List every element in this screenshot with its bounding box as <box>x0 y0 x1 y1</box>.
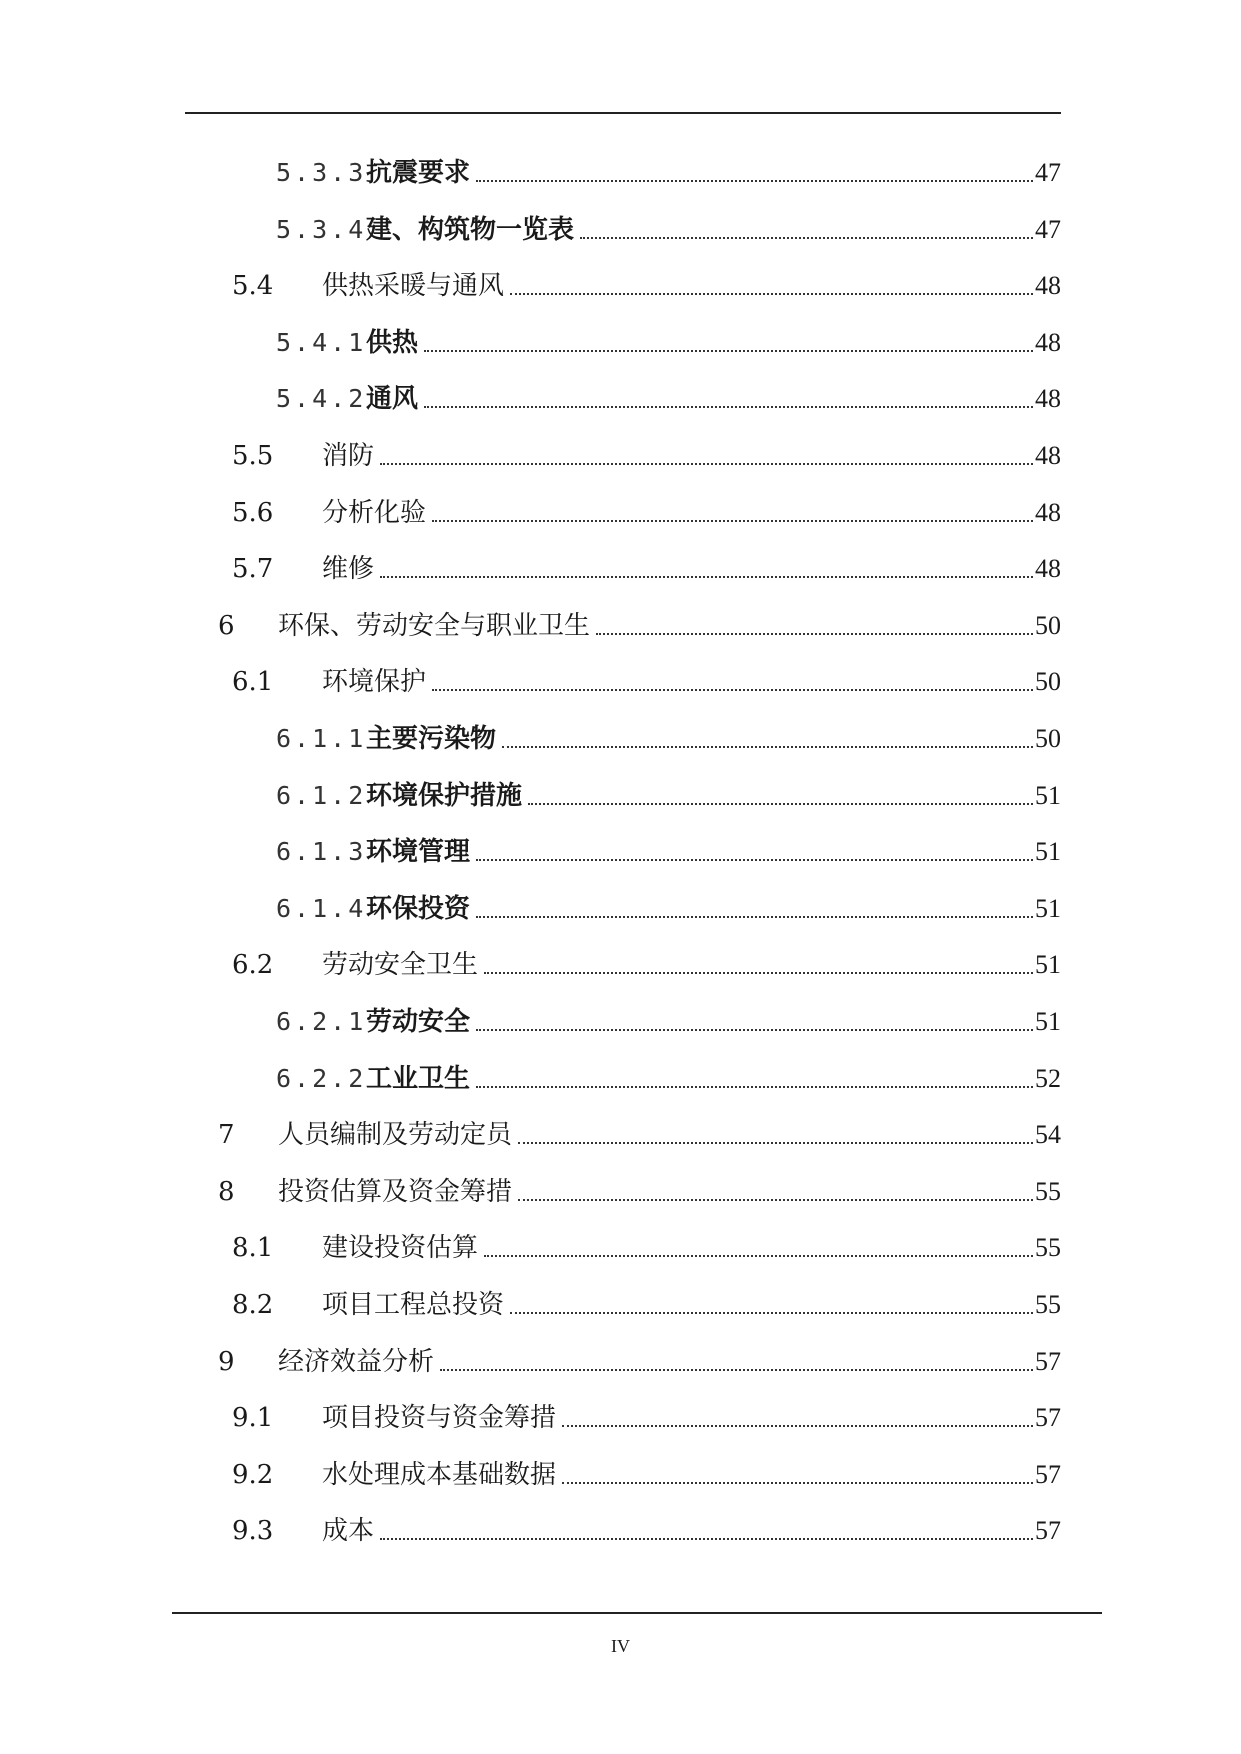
toc-entry-page: 51 <box>1035 837 1061 866</box>
toc-entry-title: 通风 <box>366 384 419 414</box>
page-number: IV <box>611 1636 630 1656</box>
toc-entry-number: 5.3.3 <box>276 158 367 187</box>
toc-entry[interactable] <box>276 376 1061 416</box>
toc-entry-title: 项目投资与资金筹措 <box>322 1403 557 1433</box>
toc-entry[interactable] <box>276 886 1061 926</box>
toc-entry-number: 5.6 <box>232 498 274 528</box>
toc-entry-title: 抗震要求 <box>366 158 471 188</box>
toc-leader-dots <box>476 916 1033 918</box>
toc-leader-dots <box>476 1086 1033 1088</box>
toc-entry-number: 9 <box>218 1347 235 1377</box>
toc-entry[interactable] <box>232 942 1061 982</box>
toc-entry-page: 47 <box>1035 158 1061 187</box>
toc-entry-number: 5.3.4 <box>276 215 367 244</box>
toc-entry-number: 8.1 <box>232 1233 274 1263</box>
toc-entry-page: 52 <box>1035 1064 1061 1093</box>
toc-entry-page: 57 <box>1035 1403 1061 1432</box>
toc-entry[interactable] <box>276 207 1061 247</box>
toc-entry-number: 6.2.1 <box>276 1007 367 1036</box>
toc-entry-page: 48 <box>1035 498 1061 527</box>
toc-entry-page: 57 <box>1035 1516 1061 1545</box>
toc-entry-page: 55 <box>1035 1290 1061 1319</box>
footer-rule <box>172 1612 1102 1614</box>
toc-entry[interactable] <box>218 1169 1061 1209</box>
toc-leader-dots <box>518 1199 1033 1201</box>
toc-entry-title: 建设投资估算 <box>322 1233 479 1263</box>
toc-entry[interactable] <box>232 1395 1061 1435</box>
toc-entry-page: 55 <box>1035 1177 1061 1206</box>
toc-entry-page: 50 <box>1035 611 1061 640</box>
toc-entry-page: 48 <box>1035 328 1061 357</box>
toc-entry-number: 7 <box>218 1120 235 1150</box>
toc-entry-number: 6.1.1 <box>276 724 367 753</box>
toc-leader-dots <box>596 633 1033 635</box>
toc-entry-page: 50 <box>1035 667 1061 696</box>
toc-leader-dots <box>484 1255 1033 1257</box>
toc-entry-title: 主要污染物 <box>366 724 497 754</box>
toc-leader-dots <box>380 576 1033 578</box>
toc-leader-dots <box>380 1538 1033 1540</box>
toc-leader-dots <box>424 406 1033 408</box>
toc-entry-number: 5.4 <box>232 271 274 301</box>
toc-entry[interactable] <box>232 1508 1061 1548</box>
toc-entry[interactable] <box>276 829 1061 869</box>
toc-entry-title: 劳动安全卫生 <box>322 950 479 980</box>
toc-entry-number: 5.4.2 <box>276 384 367 413</box>
toc-leader-dots <box>562 1425 1033 1427</box>
toc-leader-dots <box>380 463 1033 465</box>
toc-entry-title: 人员编制及劳动定员 <box>278 1120 513 1150</box>
toc-leader-dots <box>580 237 1033 239</box>
toc-entry-number: 6.1.2 <box>276 781 367 810</box>
toc-entry-title: 供热采暖与通风 <box>322 271 505 301</box>
toc-entry-page: 51 <box>1035 781 1061 810</box>
toc-entry[interactable] <box>276 150 1061 190</box>
toc-leader-dots <box>440 1369 1033 1371</box>
toc-entry[interactable] <box>276 999 1061 1039</box>
toc-entry-title: 消防 <box>322 441 375 471</box>
toc-entry[interactable] <box>232 546 1061 586</box>
toc-leader-dots <box>476 859 1033 861</box>
toc-entry-title: 环境保护措施 <box>366 781 523 811</box>
toc-entry-page: 51 <box>1035 950 1061 979</box>
toc-entry-page: 57 <box>1035 1460 1061 1489</box>
toc-entry-number: 9.1 <box>232 1403 274 1433</box>
toc-entry-title: 维修 <box>322 554 375 584</box>
toc-entry-number: 5.7 <box>232 554 274 584</box>
toc-entry-title: 供热 <box>366 328 419 358</box>
toc-entry[interactable] <box>232 263 1061 303</box>
toc-entry-number: 6.2.2 <box>276 1064 367 1093</box>
toc-leader-dots <box>476 1029 1033 1031</box>
toc-entry-title: 经济效益分析 <box>278 1347 435 1377</box>
toc-entry[interactable] <box>276 716 1061 756</box>
toc-leader-dots <box>502 746 1033 748</box>
toc-entry-title: 环保投资 <box>366 894 471 924</box>
toc-entry[interactable] <box>232 490 1061 530</box>
toc-entry-number: 9.3 <box>232 1516 274 1546</box>
toc-entry-page: 51 <box>1035 894 1061 923</box>
toc-entry-page: 48 <box>1035 271 1061 300</box>
toc-entry[interactable] <box>218 1339 1061 1379</box>
toc-entry-number: 6.1.3 <box>276 837 367 866</box>
toc-leader-dots <box>432 689 1033 691</box>
toc-leader-dots <box>562 1482 1033 1484</box>
toc-entry-page: 55 <box>1035 1233 1061 1262</box>
toc-entry-number: 5.5 <box>232 441 274 471</box>
toc-entry[interactable] <box>232 1225 1061 1265</box>
toc-entry-title: 项目工程总投资 <box>322 1290 505 1320</box>
toc-entry-title: 水处理成本基础数据 <box>322 1460 557 1490</box>
toc-entry-number: 6.1 <box>232 667 274 697</box>
toc-leader-dots <box>432 520 1033 522</box>
toc-entry-title: 建、构筑物一览表 <box>366 215 575 245</box>
toc-entry-page: 48 <box>1035 441 1061 470</box>
toc-leader-dots <box>528 803 1033 805</box>
toc-entry-number: 9.2 <box>232 1460 274 1490</box>
toc-entry-page: 48 <box>1035 384 1061 413</box>
toc-entry-page: 54 <box>1035 1120 1061 1149</box>
toc-entry[interactable] <box>276 1056 1061 1096</box>
toc-leader-dots <box>476 180 1033 182</box>
toc-entry-page: 50 <box>1035 724 1061 753</box>
toc-entry[interactable] <box>232 1452 1061 1492</box>
toc-entry-page: 48 <box>1035 554 1061 583</box>
toc-entry-page: 57 <box>1035 1347 1061 1376</box>
toc-entry-title: 投资估算及资金筹措 <box>278 1177 513 1207</box>
toc-entry[interactable] <box>232 433 1061 473</box>
toc-entry-title: 工业卫生 <box>366 1064 471 1094</box>
toc-leader-dots <box>484 972 1033 974</box>
toc-entry-title: 劳动安全 <box>366 1007 471 1037</box>
toc-entry-title: 环境保护 <box>322 667 427 697</box>
toc-entry-title: 成本 <box>322 1516 375 1546</box>
toc-entry-page: 51 <box>1035 1007 1061 1036</box>
toc-leader-dots <box>510 293 1033 295</box>
header-rule <box>185 112 1061 114</box>
toc-entry-number: 6 <box>218 611 235 641</box>
toc-leader-dots <box>510 1312 1033 1314</box>
toc-leader-dots <box>424 350 1033 352</box>
toc-leader-dots <box>518 1142 1033 1144</box>
toc-entry[interactable] <box>218 1112 1061 1152</box>
toc-entry[interactable] <box>232 659 1061 699</box>
toc-entry[interactable] <box>232 1282 1061 1322</box>
toc-entry-number: 8 <box>218 1177 235 1207</box>
toc-entry-page: 47 <box>1035 215 1061 244</box>
toc-entry[interactable] <box>276 773 1061 813</box>
toc-entry[interactable] <box>218 603 1061 643</box>
toc-entry-title: 环境管理 <box>366 837 471 867</box>
toc-entry-title: 分析化验 <box>322 498 427 528</box>
toc-entry-number: 6.1.4 <box>276 894 367 923</box>
toc-entry[interactable] <box>276 320 1061 360</box>
toc-entry-number: 8.2 <box>232 1290 274 1320</box>
toc-entry-number: 6.2 <box>232 950 274 980</box>
toc-entry-number: 5.4.1 <box>276 328 367 357</box>
toc-entry-title: 环保、劳动安全与职业卫生 <box>278 611 591 641</box>
